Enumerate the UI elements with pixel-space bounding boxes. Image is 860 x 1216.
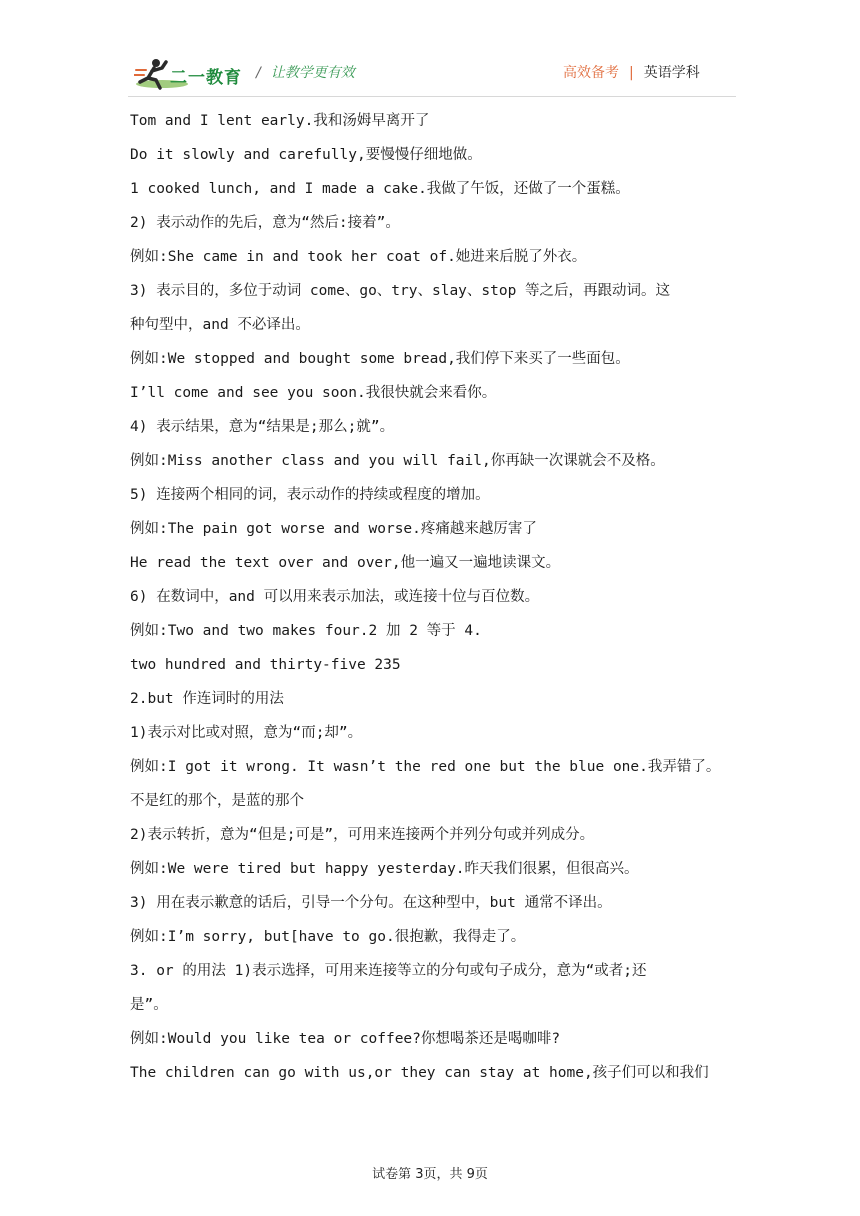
text-line: 是”。: [130, 997, 168, 1013]
text-line: 2)表示转折，意为“但是;可是”，可用来连接两个并列分句或并列成分。: [130, 827, 595, 843]
header-subject-info: [563, 62, 700, 82]
text-line: 例如:We stopped and bought some bread,我们停下来买了一些面包。: [130, 351, 630, 367]
text-line: 例如:We were tired but happy yesterday.昨天我们很累，但很高兴。: [130, 861, 639, 877]
page-footer: 试卷第 3页，共 9页: [372, 1167, 488, 1182]
text-line: 6) 在数词中，and 可以用来表示加法，或连接十位与百位数。: [130, 589, 540, 605]
text-line: 例如:I’m sorry, but[have to go.很抱歉，我得走了。: [130, 929, 526, 945]
subject-label: 英语学科: [643, 65, 700, 81]
text-line: 2) 表示动作的先后，意为“然后:接着”。: [130, 215, 400, 231]
document-body: [130, 104, 740, 1090]
text-line: two hundred and thirty-five 235: [130, 657, 401, 673]
text-line: 种句型中，and 不必译出。: [130, 317, 310, 333]
text-line: 4) 表示结果，意为“结果是;那么;就”。: [130, 419, 395, 435]
text-line: 不是红的那个，是蓝的那个: [130, 793, 304, 809]
slogan: [256, 62, 355, 82]
header-divider: [128, 96, 736, 97]
text-line: The children can go with us,or they can stay at home,孩子们可以和我们: [130, 1065, 709, 1081]
text-line: 5) 连接两个相同的词，表示动作的持续或程度的增加。: [130, 487, 490, 503]
text-line: 2.but 作连词时的用法: [130, 691, 284, 707]
text-line: 3) 表示目的，多位于动词 come、go、try、slay、stop 等之后，再跟动词。这: [130, 283, 671, 299]
text-line: 例如:Miss another class and you will fail,你再缺一次课就会不及格。: [130, 453, 665, 469]
text-line: I’ll come and see you soon.我很快就会来看你。: [130, 385, 497, 401]
slogan-text: 让教学更有效: [270, 65, 355, 81]
text-line: 例如:The pain got worse and worse.疼痛越来越厉害了: [130, 521, 537, 537]
text-line: 例如:I got it wrong. It wasn’t the red one but the blue one.我弄错了。: [130, 759, 721, 775]
page-header: [0, 0, 860, 100]
text-line: 例如:Would you like tea or coffee?你想喝茶还是喝咖啡?: [130, 1031, 561, 1047]
text-line: 例如:Two and two makes four.2 加 2 等于 4.: [130, 623, 482, 639]
header-separator: |: [629, 65, 634, 81]
exam-label: 高效备考: [563, 65, 619, 81]
text-line: 1)表示对比或对照，意为“而;却”。: [130, 725, 363, 741]
text-line: 3. or 的用法 1)表示选择，可用来连接等立的分句或句子成分，意为“或者;还: [130, 963, 647, 979]
text-line: Tom and I lent early.我和汤姆早离开了: [130, 113, 430, 129]
text-line: Do it slowly and carefully,要慢慢仔细地做。: [130, 147, 482, 163]
logo-text: 二一教育: [170, 68, 242, 88]
text-line: 1 cooked lunch, and I made a cake.我做了午饭，还做了一个蛋糕。: [130, 181, 630, 197]
text-line: 3) 用在表示歉意的话后，引导一个分句。在这种型中，but 通常不译出。: [130, 895, 612, 911]
text-line: 例如:She came in and took her coat of.她进来后脱了外衣。: [130, 249, 587, 265]
text-line: He read the text over and over,他一遍又一遍地读课文。: [130, 555, 561, 571]
slogan-slash: /: [256, 65, 261, 81]
